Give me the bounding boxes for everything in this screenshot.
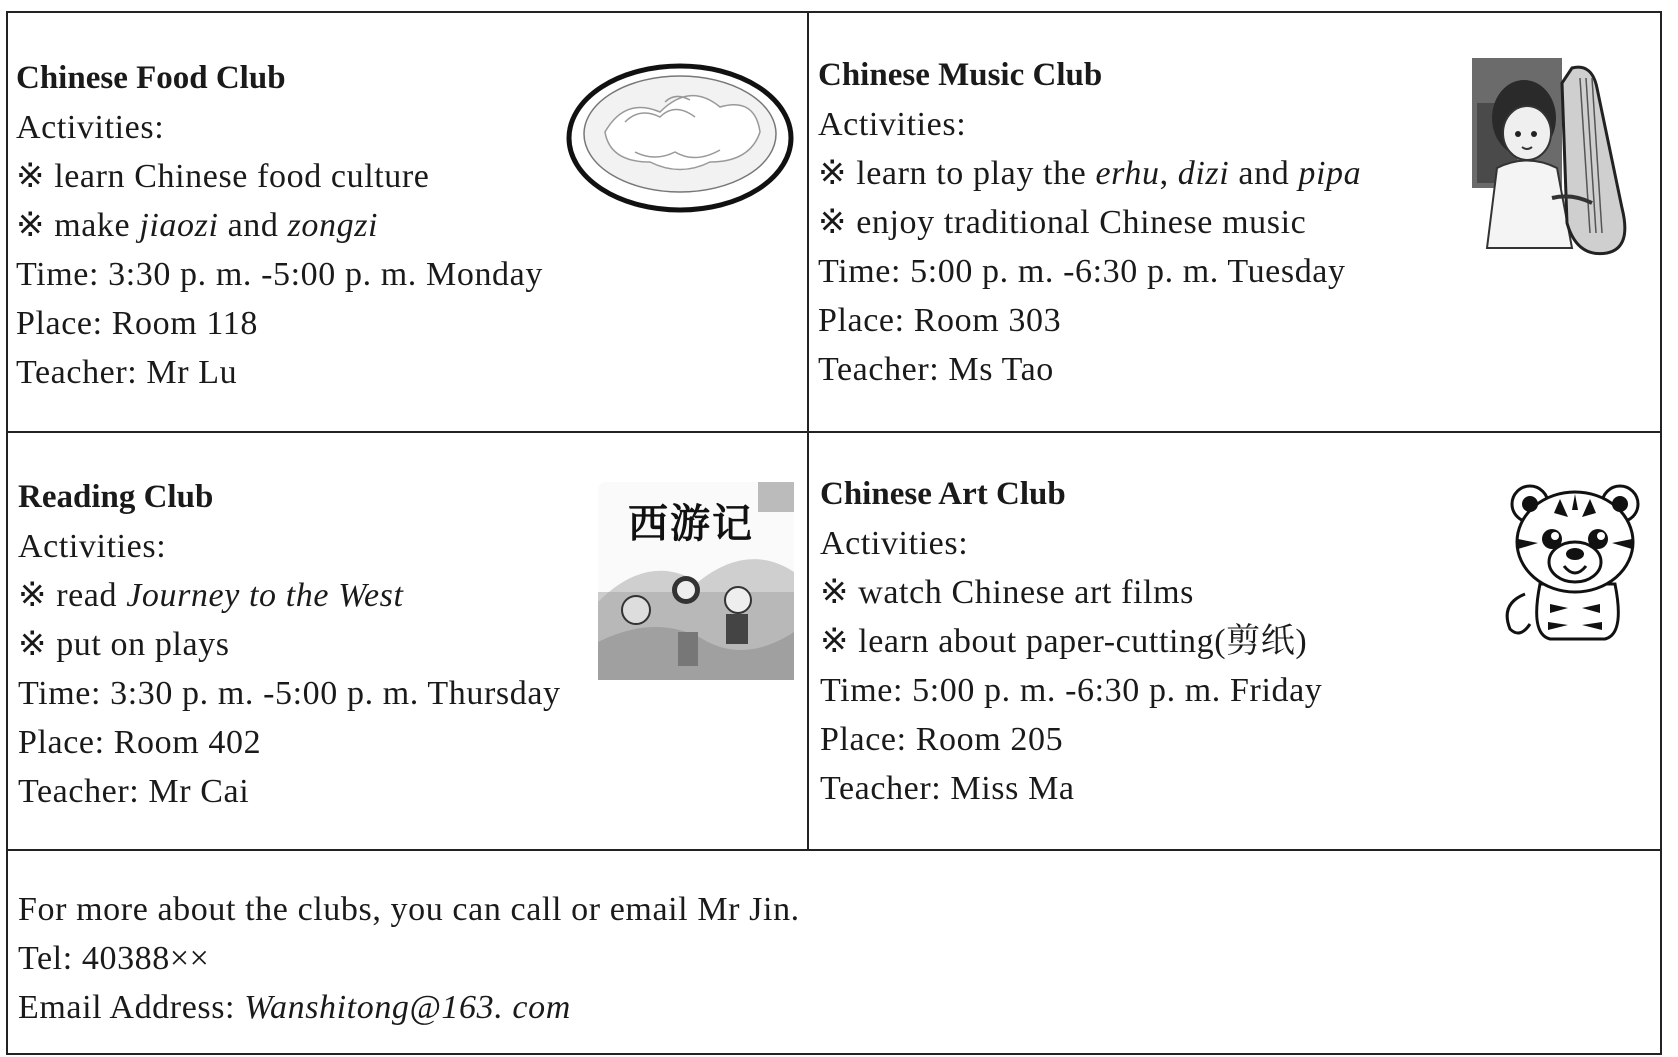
activities-label: Activities: <box>820 525 969 562</box>
row-divider <box>6 431 1662 433</box>
club-cell-art <box>820 470 1322 813</box>
contact-email: Email Address: Wanshitong@163. com <box>18 989 571 1026</box>
club-place: Place: Room 205 <box>820 721 1064 758</box>
cartoon-tiger-icon <box>1500 474 1650 644</box>
club-place: Place: Room 402 <box>18 724 262 761</box>
club-teacher: Teacher: Miss Ma <box>820 770 1075 807</box>
activity-item: ※ learn Chinese food culture <box>16 158 430 195</box>
contact-tel: Tel: 40388×× <box>18 940 210 977</box>
club-teacher: Teacher: Mr Lu <box>16 354 238 391</box>
club-place: Place: Room 118 <box>16 305 258 342</box>
activity-item: ※ read Journey to the West <box>18 577 404 614</box>
club-title: Chinese Music Club <box>818 57 1103 93</box>
club-time: Time: 3:30 p. m. -5:00 p. m. Monday <box>16 256 543 293</box>
club-cell-reading <box>18 473 561 816</box>
club-time: Time: 5:00 p. m. -6:30 p. m. Friday <box>820 672 1323 709</box>
activity-item: ※ enjoy traditional Chinese music <box>818 204 1307 241</box>
activity-item: ※ make jiaozi and zongzi <box>16 207 379 244</box>
club-title: Reading Club <box>18 479 214 515</box>
book-cover-title: 西游记 <box>628 501 754 547</box>
activity-item: ※ learn about paper-cutting(剪纸) <box>820 623 1308 660</box>
dumplings-plate-icon <box>565 62 795 214</box>
club-teacher: Teacher: Ms Tao <box>818 351 1054 388</box>
email-address: Wanshitong@163. com <box>244 989 571 1026</box>
club-cell-music <box>818 51 1361 394</box>
activity-item: ※ put on plays <box>18 626 230 663</box>
club-time: Time: 3:30 p. m. -5:00 p. m. Thursday <box>18 675 561 712</box>
journey-to-the-west-cover-icon <box>598 482 794 680</box>
girl-playing-pipa-icon <box>1472 58 1652 258</box>
club-title: Chinese Food Club <box>16 60 286 96</box>
club-place: Place: Room 303 <box>818 302 1062 339</box>
club-cell-food <box>16 54 543 397</box>
activity-item: ※ learn to play the erhu, dizi and pipa <box>818 155 1362 192</box>
club-title: Chinese Art Club <box>820 476 1066 512</box>
club-time: Time: 5:00 p. m. -6:30 p. m. Tuesday <box>818 253 1346 290</box>
activities-label: Activities: <box>16 109 165 146</box>
contact-note: For more about the clubs, you can call or email Mr Jin. <box>18 891 800 928</box>
activities-label: Activities: <box>818 106 967 143</box>
activity-item: ※ watch Chinese art films <box>820 574 1194 611</box>
row-divider <box>6 849 1662 851</box>
footer-contact <box>18 885 800 1032</box>
club-teacher: Teacher: Mr Cai <box>18 773 250 810</box>
activities-label: Activities: <box>18 528 167 565</box>
